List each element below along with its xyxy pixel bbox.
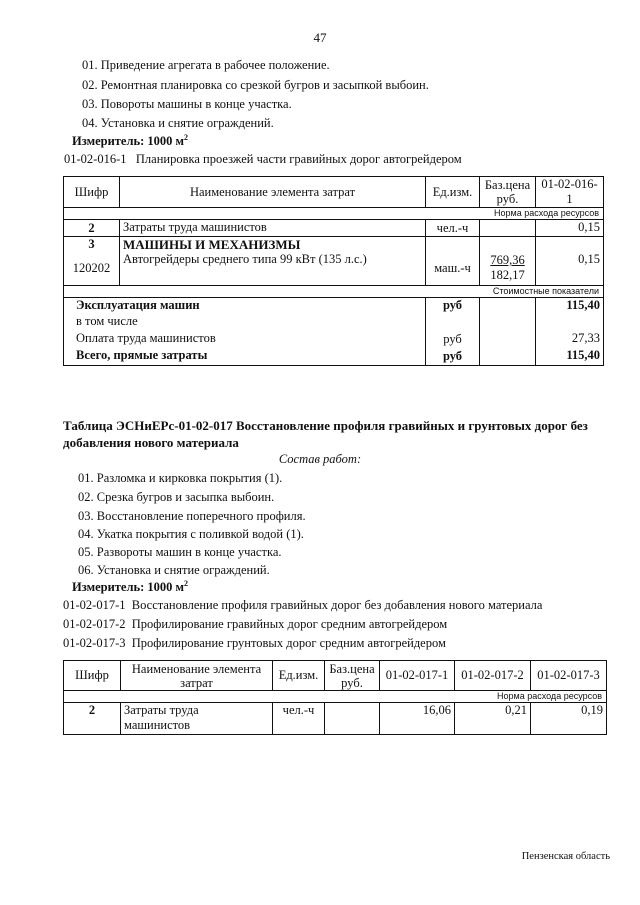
header-norm-1: 01-02-017-1 (380, 661, 455, 691)
composition-title: Состав работ: (278, 452, 362, 466)
header-unit: Ед.изм. (273, 661, 325, 691)
row-price: 769,36 182,17 (480, 252, 536, 285)
header-price: Баз.цена руб. (480, 177, 536, 208)
header-name: Наименование элемента затрат (121, 661, 273, 691)
resource-table-1 (63, 176, 604, 366)
work-item: 01. Приведение агрегата в рабочее положение. (82, 58, 330, 72)
work-item: 03. Восстановление поперечного профиля. (78, 509, 306, 523)
row-price (480, 220, 536, 237)
header-norm-3: 01-02-017-3 (531, 661, 607, 691)
cost-row: Всего, прямые затраты руб 115,40 (64, 348, 604, 365)
row-code: 120202 (64, 252, 120, 285)
header-name: Наименование элемента затрат (120, 177, 426, 208)
norm-line (63, 617, 447, 632)
row-unit: чел.-ч (426, 220, 480, 237)
norm-title: Профилирование гравийных дорог средним автогрейдером (131, 617, 448, 631)
header-price: Баз.цена руб. (325, 661, 380, 691)
resource-table-2 (63, 660, 607, 735)
work-item: 03. Повороты машины в конце участка. (82, 97, 292, 111)
cost-label: Стоимостные показатели (64, 285, 604, 297)
row-value: 0,15 (536, 220, 604, 237)
norm-title: Профилирование грунтовых дорог средним автогрейдером (131, 636, 446, 650)
row-code: 2 (64, 220, 120, 237)
norm-title: Планировка проезжей части гравийных дорог автогрейдером (135, 152, 462, 166)
row-unit: чел.-ч (273, 703, 325, 735)
norm-line (63, 636, 446, 651)
norm-code: 01-02-017-3 (63, 636, 126, 650)
measure-label: Измеритель: 1000 $м^2$ (72, 133, 189, 149)
cost-row: Эксплуатация машин руб 115,40 (64, 297, 604, 314)
page-number: 47 (313, 30, 327, 45)
row-value-1: 16,06 (380, 703, 455, 735)
norm-line (64, 152, 462, 167)
header-norm-2: 01-02-017-2 (455, 661, 531, 691)
work-item: 02. Ремонтная планировка со срезкой бугров и засыпкой выбоин. (82, 78, 429, 92)
row-name: Автогрейдеры среднего типа 99 кВт (135 л.с.) (120, 252, 426, 285)
measure-label: Измеритель: 1000 $м^2$ (72, 579, 189, 595)
work-item: 04. Установка и снятие ограждений. (82, 116, 274, 130)
work-item: 01. Разломка и кирковка покрытия (1). (78, 471, 283, 485)
header-unit: Ед.изм. (426, 177, 480, 208)
cost-row: Оплата труда машинистов руб 27,33 (64, 331, 604, 348)
norm-code: 01-02-017-2 (63, 617, 126, 631)
row-code: 2 (64, 703, 121, 735)
header-code: Шифр (64, 177, 120, 208)
table-row (64, 703, 607, 735)
table-row (64, 252, 604, 285)
norm-line (63, 598, 542, 613)
table-title-line1: Таблица ЭСНиЕРс-01-02-017 Восстановление профиля гравийных и грунтовых дорог без (63, 418, 588, 433)
row-name: Затраты труда машинистов (121, 703, 273, 735)
row-unit: маш.-ч (426, 252, 480, 285)
table-header-row (64, 661, 607, 691)
work-item: 02. Срезка бугров и засыпка выбоин. (78, 490, 275, 504)
row-name: Затраты труда машинистов (120, 220, 426, 237)
table-title-line2: добавления нового материала (63, 435, 239, 450)
norma-label: Норма расхода ресурсов (64, 691, 607, 703)
table-row (64, 237, 604, 253)
row-code: 3 (64, 237, 120, 253)
footer-region: Пензенская область (521, 851, 610, 862)
header-norm: 01-02-016-1 (536, 177, 604, 208)
row-value-2: 0,21 (455, 703, 531, 735)
row-name: МАШИНЫ И МЕХАНИЗМЫ (120, 237, 426, 253)
work-item: 06. Установка и снятие ограждений. (78, 563, 270, 577)
work-item: 05. Развороты машин в конце участка. (78, 545, 282, 559)
norm-code: 01-02-017-1 (63, 598, 126, 612)
norm-title: Восстановление профиля гравийных дорог без добавления нового материала (131, 598, 543, 612)
norm-code: 01-02-016-1 (64, 152, 127, 166)
row-price (325, 703, 380, 735)
norma-label: Норма расхода ресурсов (64, 208, 604, 220)
work-item: 04. Укатка покрытия с поливкой водой (1). (78, 527, 304, 541)
row-value-3: 0,19 (531, 703, 607, 735)
row-value: 0,15 (536, 252, 604, 285)
table-row (64, 220, 604, 237)
cost-row: в том числе (64, 314, 604, 331)
header-code: Шифр (64, 661, 121, 691)
table-header-row (64, 177, 604, 208)
